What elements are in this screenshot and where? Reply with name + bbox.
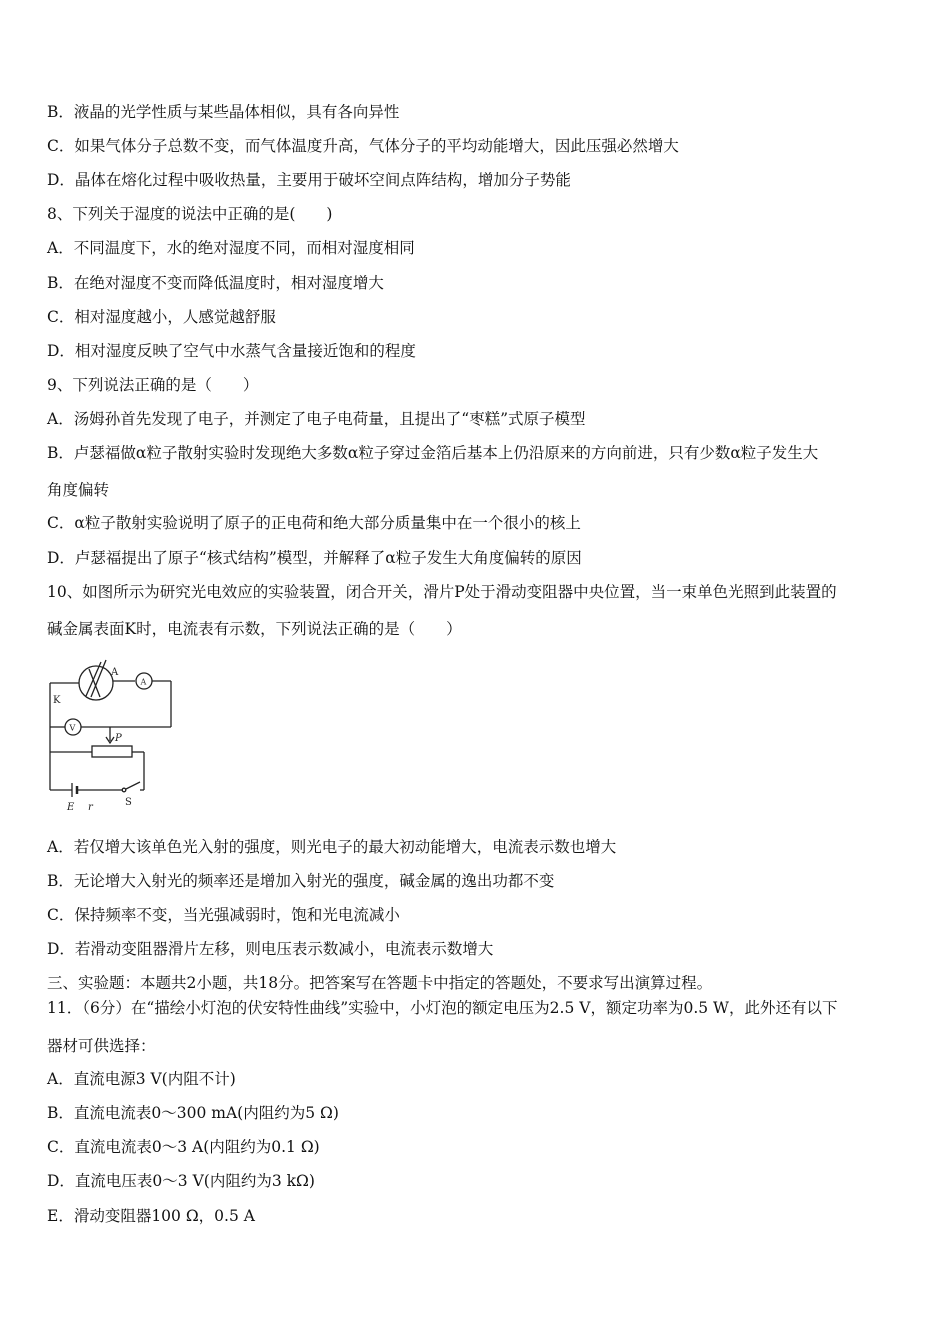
- label-S: S: [125, 797, 132, 808]
- line-9d: D．卢瑟福提出了原子“核式结构”模型，并解释了α粒子发生大角度偏转的原因: [47, 549, 582, 567]
- line-9c: C．α粒子散射实验说明了原子的正电荷和绝大部分质量集中在一个很小的核上: [47, 514, 581, 532]
- line-8a: A．不同温度下，水的绝对湿度不同，而相对湿度相同: [47, 239, 415, 257]
- question-11: 11．（6分）在“描绘小灯泡的伏安特性曲线”实验中，小灯泡的额定电压为2.5 V，额定功率为0.5 W，此外还有以下: [47, 999, 838, 1017]
- line-10d: D．若滑动变阻器滑片左移，则电压表示数减小，电流表示数增大: [47, 940, 494, 958]
- line-11e: E．滑动变阻器100 Ω，0.5 A: [47, 1207, 255, 1225]
- line-7d: D．晶体在熔化过程中吸收热量，主要用于破坏空间点阵结构，增加分子势能: [47, 171, 571, 189]
- question-10: 10、如图所示为研究光电效应的实验装置，闭合开关，滑片P处于滑动变阻器中央位置，当一束单色光照到此装置的: [47, 583, 837, 601]
- line-7c: C．如果气体分子总数不变，而气体温度升高，气体分子的平均动能增大，因此压强必然增大: [47, 137, 679, 155]
- label-E: E: [67, 802, 75, 813]
- question-10-cont: 碱金属表面K时，电流表有示数，下列说法正确的是（ ）: [47, 620, 462, 638]
- line-11d: D．直流电压表0～3 V(内阻约为3 kΩ): [47, 1172, 315, 1190]
- label-ammeter: A: [140, 677, 147, 687]
- line-10a: A．若仅增大该单色光入射的强度，则光电子的最大初动能增大，电流表示数也增大: [47, 838, 617, 856]
- question-11-cont: 器材可供选择：: [47, 1037, 156, 1055]
- line-11c: C．直流电流表0～3 A(内阻约为0.1 Ω): [47, 1138, 320, 1156]
- line-11a: A．直流电源3 V(内阻不计): [47, 1070, 236, 1088]
- line-9b: B．卢瑟福做α粒子散射实验时发现绝大多数α粒子穿过金箔后基本上仍沿原来的方向前进，只有少数α粒子发生大: [47, 444, 819, 462]
- photoelectric-circuit-diagram: [40, 655, 185, 813]
- section-3-heading: 三、实验题：本题共2小题，共18分。把答案写在答题卡中指定的答题处，不要求写出演算过程。: [47, 974, 713, 992]
- line-7b: B．液晶的光学性质与某些晶体相似，具有各向异性: [47, 103, 400, 121]
- label-K: K: [53, 695, 61, 706]
- question-8: 8、下列关于湿度的说法中正确的是( ): [47, 205, 333, 223]
- line-9b-cont: 角度偏转: [47, 481, 110, 499]
- line-8d: D．相对湿度反映了空气中水蒸气含量接近饱和的程度: [47, 342, 416, 360]
- line-11b: B．直流电流表0～300 mA(内阻约为5 Ω): [47, 1104, 339, 1122]
- label-P: P: [115, 733, 122, 744]
- question-9: 9、下列说法正确的是（ ）: [47, 376, 259, 394]
- label-r: r: [88, 802, 93, 813]
- line-10b: B．无论增大入射光的频率还是增加入射光的强度，碱金属的逸出功都不变: [47, 872, 555, 890]
- label-A-tube: A: [111, 667, 119, 678]
- line-10c: C．保持频率不变，当光强减弱时，饱和光电流减小: [47, 906, 400, 924]
- label-voltmeter: V: [69, 723, 76, 733]
- line-8b: B．在绝对湿度不变而降低温度时，相对湿度增大: [47, 274, 384, 292]
- line-9a: A．汤姆孙首先发现了电子，并测定了电子电荷量，且提出了“枣糕”式原子模型: [47, 410, 586, 428]
- rheostat: [92, 746, 132, 757]
- line-8c: C．相对湿度越小，人感觉越舒服: [47, 308, 276, 326]
